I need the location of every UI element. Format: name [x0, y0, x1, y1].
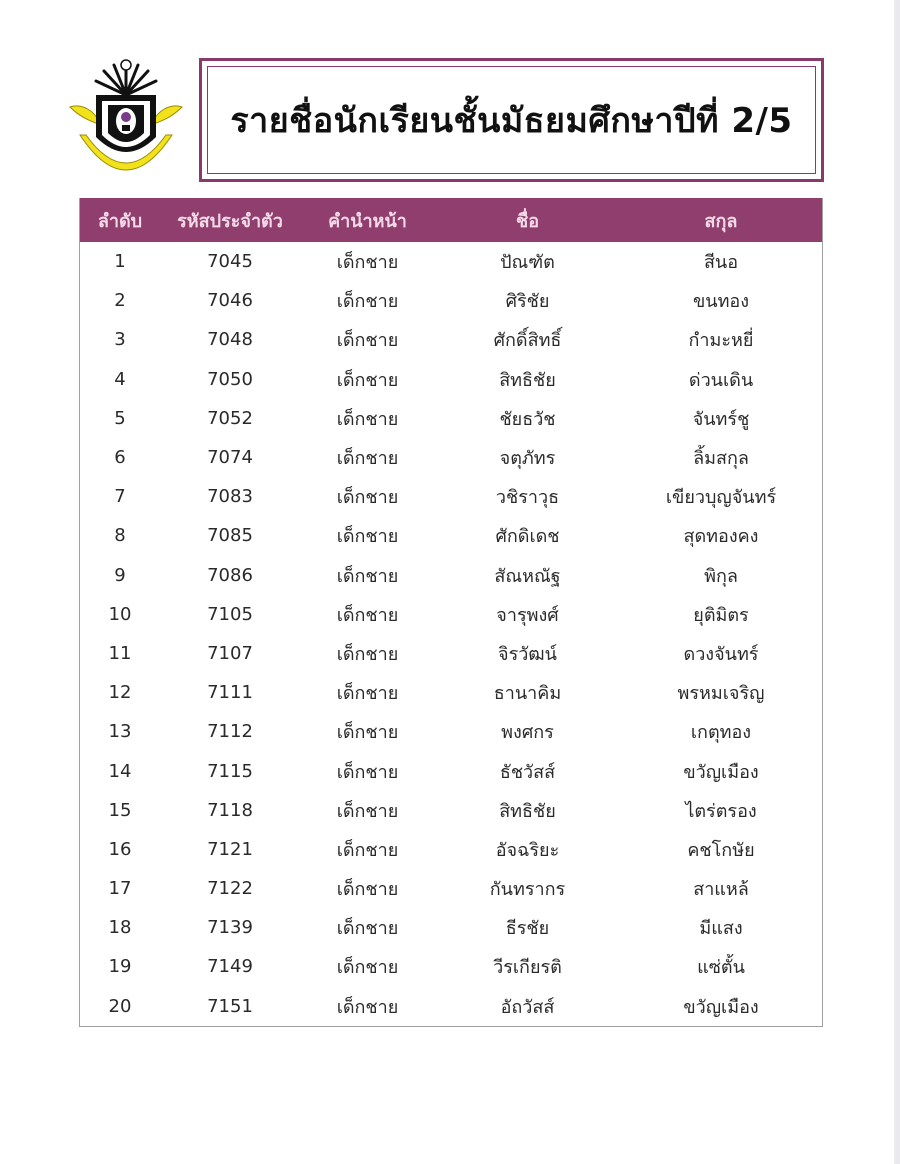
cell-first-name: อัจฉริยะ [495, 839, 560, 861]
cell-order: 19 [108, 956, 132, 978]
cell-first-name: ปัณฑัต [500, 252, 555, 274]
title-box [199, 58, 824, 182]
table-row [80, 908, 822, 947]
cell-last-name: ด่วนเดิน [688, 369, 754, 391]
cell-order: 9 [114, 564, 126, 586]
cell-last-name: จันทร์ชู [692, 408, 750, 430]
cell-prefix: เด็กชาย [336, 800, 399, 822]
cell-order: 11 [108, 642, 132, 664]
cell-first-name: ศิริชัย [505, 291, 550, 313]
cell-last-name: คชโกษัย [687, 839, 755, 861]
table-row [80, 673, 822, 712]
cell-first-name: ธีรชัย [505, 918, 550, 940]
cell-first-name: จตุภัทร [499, 448, 556, 470]
cell-prefix: เด็กชาย [336, 604, 399, 626]
cell-last-name: พรหมเจริญ [677, 683, 765, 705]
table-row [80, 281, 822, 320]
cell-student-id: 7149 [207, 956, 253, 978]
page-title: รายชื่อนักเรียนชั้นมัธยมศึกษาปีที่ 2/5 [230, 101, 793, 141]
cell-student-id: 7085 [207, 525, 253, 547]
cell-prefix: เด็กชาย [336, 526, 399, 548]
cell-order: 3 [114, 329, 126, 351]
cell-order: 16 [108, 838, 132, 860]
cell-order: 20 [108, 995, 132, 1017]
cell-last-name: กำมะหยี่ [688, 330, 754, 352]
cell-order: 17 [108, 878, 132, 900]
cell-prefix: เด็กชาย [336, 879, 399, 901]
cell-last-name: ไตร่ตรอง [685, 800, 757, 822]
table-row [80, 477, 822, 516]
cell-first-name: อัถวัสส์ [500, 996, 555, 1018]
header-student-id: รหัสประจำตัว [177, 210, 283, 232]
table-row [80, 830, 822, 869]
cell-student-id: 7105 [207, 603, 253, 625]
cell-order: 15 [108, 799, 132, 821]
cell-prefix: เด็กชาย [336, 996, 399, 1018]
cell-last-name: เกตุทอง [690, 722, 752, 744]
cell-student-id: 7052 [207, 407, 253, 429]
cell-first-name: ศักดิเดช [495, 526, 560, 548]
cell-last-name: เขียวบุญจันทร์ [665, 487, 777, 509]
cell-last-name: สาแหล้ [693, 879, 749, 901]
cell-order: 8 [114, 525, 126, 547]
cell-prefix: เด็กชาย [336, 957, 399, 979]
table-row [80, 947, 822, 986]
cell-student-id: 7074 [207, 447, 253, 469]
cell-last-name: ลิ้มสกุล [693, 448, 749, 470]
table-row [80, 516, 822, 555]
cell-order: 5 [114, 407, 126, 429]
cell-first-name: สิทธิชัย [499, 800, 556, 822]
table-row [80, 595, 822, 634]
table-row [80, 869, 822, 908]
cell-order: 18 [108, 917, 132, 939]
table-row [80, 634, 822, 673]
table-row [80, 751, 822, 790]
cell-first-name: วีรเกียรติ [493, 957, 562, 979]
table-row [80, 556, 822, 595]
table-row [80, 242, 822, 281]
cell-prefix: เด็กชาย [336, 565, 399, 587]
cell-prefix: เด็กชาย [336, 722, 399, 744]
cell-student-id: 7045 [207, 251, 253, 273]
cell-first-name: จิรวัฒน์ [498, 643, 557, 665]
cell-prefix: เด็กชาย [336, 839, 399, 861]
cell-student-id: 7121 [207, 838, 253, 860]
cell-prefix: เด็กชาย [336, 369, 399, 391]
cell-student-id: 7046 [207, 290, 253, 312]
cell-prefix: เด็กชาย [336, 761, 399, 783]
student-table [80, 198, 822, 1026]
cell-first-name: ศักดิ์สิทธิ์ [493, 330, 562, 352]
cell-student-id: 7083 [207, 486, 253, 508]
table-row [80, 712, 822, 751]
cell-last-name: ขวัญเมือง [683, 761, 759, 783]
cell-order: 4 [114, 368, 126, 390]
cell-first-name: วชิราวุธ [495, 487, 560, 509]
cell-order: 13 [108, 721, 132, 743]
table-body [80, 242, 822, 1026]
cell-first-name: จารุพงศ์ [496, 604, 559, 626]
header-last-name: สกุล [704, 210, 738, 232]
cell-student-id: 7048 [207, 329, 253, 351]
table-row [80, 791, 822, 830]
header-order: ลำดับ [97, 210, 143, 232]
cell-last-name: พิกุล [704, 565, 738, 587]
cell-last-name: ดวงจันทร์ [683, 643, 759, 665]
cell-first-name: ชัยธวัช [499, 408, 556, 430]
table-header-row [80, 198, 822, 242]
cell-prefix: เด็กชาย [336, 448, 399, 470]
cell-last-name: มีแสง [699, 918, 743, 940]
cell-prefix: เด็กชาย [336, 252, 399, 274]
cell-order: 7 [114, 486, 126, 508]
cell-student-id: 7115 [207, 760, 253, 782]
header-prefix: คำนำหน้า [328, 210, 407, 232]
table-row [80, 438, 822, 477]
cell-prefix: เด็กชาย [336, 330, 399, 352]
cell-prefix: เด็กชาย [336, 643, 399, 665]
cell-order: 14 [108, 760, 132, 782]
cell-order: 12 [108, 682, 132, 704]
cell-last-name: ขนทอง [692, 291, 750, 313]
cell-order: 10 [108, 603, 132, 625]
school-emblem-icon [62, 55, 190, 183]
cell-student-id: 7122 [207, 878, 253, 900]
cell-student-id: 7050 [207, 368, 253, 390]
cell-prefix: เด็กชาย [336, 291, 399, 313]
cell-first-name: พงศกร [501, 722, 554, 744]
cell-last-name: ขวัญเมือง [683, 996, 759, 1018]
table-row [80, 320, 822, 359]
page-edge [894, 0, 900, 1164]
cell-first-name: สิทธิชัย [499, 369, 556, 391]
cell-last-name: สีนอ [703, 252, 739, 274]
table-row [80, 987, 822, 1026]
cell-last-name: สุดทองคง [683, 526, 759, 548]
cell-order: 1 [114, 251, 126, 273]
cell-student-id: 7111 [207, 682, 253, 704]
cell-student-id: 7151 [207, 995, 253, 1017]
cell-student-id: 7112 [207, 721, 253, 743]
cell-order: 6 [114, 447, 126, 469]
cell-first-name: ธัชวัสส์ [499, 761, 556, 783]
cell-first-name: สัณหณัฐ [494, 565, 561, 587]
cell-student-id: 7118 [207, 799, 253, 821]
cell-prefix: เด็กชาย [336, 408, 399, 430]
cell-last-name: ยุติมิตร [693, 604, 749, 626]
cell-first-name: ธานาคิม [493, 683, 562, 705]
table-row [80, 360, 822, 399]
header-first-name: ชื่อ [515, 210, 540, 232]
cell-student-id: 7107 [207, 642, 253, 664]
cell-prefix: เด็กชาย [336, 487, 399, 509]
cell-first-name: กันทรากร [489, 879, 566, 901]
table-row [80, 399, 822, 438]
cell-prefix: เด็กชาย [336, 683, 399, 705]
title-inner-frame [207, 66, 816, 174]
cell-last-name: แซ่ตั้น [697, 957, 745, 979]
cell-student-id: 7086 [207, 564, 253, 586]
cell-prefix: เด็กชาย [336, 918, 399, 940]
cell-student-id: 7139 [207, 917, 253, 939]
student-table-container [79, 198, 823, 1027]
cell-order: 2 [114, 290, 126, 312]
